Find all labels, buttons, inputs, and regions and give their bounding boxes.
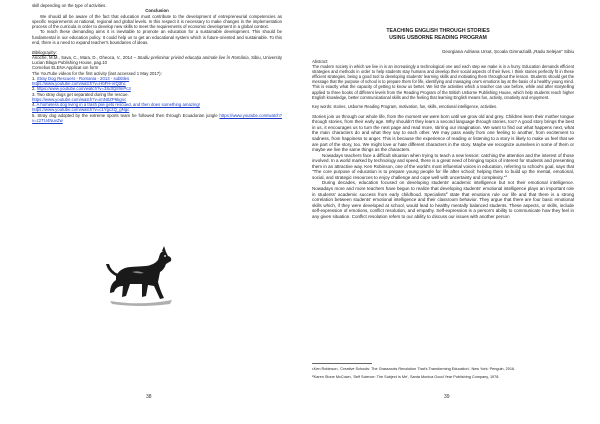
video-link[interactable]: Stray Dog Rescuers - Romania - 2013 - subtitles (36, 75, 130, 81)
video-link[interactable]: https://www.youtube.com/watch?v=HbFH-vrQ3hc (32, 81, 126, 86)
keywords: Key words: stories, Usborne Reading Program, motivation, fun, skills, emotional intelligence, activities. (312, 104, 498, 110)
article-title: TEACHING ENGLISH THROUGH STORIES USING USBORNE READING PROGRAM (386, 28, 490, 41)
article-body (312, 59, 574, 219)
conclusion-paragraph-1: We should all be aware of the fact that education must contribute to the development of entrepreneurial competencies as specific requirements at national, regional and global levels. In this respect it is necessary to make changes in the implementation process of the curricula in order to develop new skills to meet the requirements of economic development in a global context. (32, 13, 282, 29)
top-text: skill depending on the type of activities. (32, 3, 107, 8)
video-link[interactable]: https://www.youtube.com/watch?v=z2TU4NuvZw (32, 112, 282, 123)
footnote: $^1$Ken Robinson, 'Creative Schools: The Grassroots Revolution That's Transforming Education', New York: Penguin, 2016. (312, 366, 516, 371)
footnote: $^2$Karen Stone McCown, 'Self Science: The Subject Is Me', Santa Monica Good Year Publishing Company, 1978. (312, 374, 500, 379)
abstract-heading: Abstract: (312, 59, 329, 64)
video-list-item: 5. Stray dog adopted by the extreme sports team he followed then through Ecuadorian jungle https://www.youtube.com/watch?v=z2TU4NuvZw (32, 112, 282, 123)
bibliography-entry-1: Anoche, M.M., Sava, C., Mara, D., Gheoca, V., 2014 – Studiu preliminar privind educația animale live în România, Sibiu, University Lucian Blaga Publishing House, pag.10 (32, 54, 282, 65)
footnote-divider (312, 363, 372, 364)
conclusion-heading: Conclusion (145, 8, 169, 14)
body-paragraph-1: Stories join us through our whole life, from the moment we were born until we grow old and grey. Children learn their mother tongue through stories, from their early age. Why shouldn't they learn a second language through stories, too? A good story brings the best in us, it encourages us to turn the next page and read more, stirring our imagination. We want to find out what happens next, what the main characters do and what they say to each other. We may pass easily from one feeling to another, from excitement to sadness, from happiness to anger. This is because the experience of reading or listening to a story is likely to make us feel that we are part of the story, too. We might love or hate different characters in the story. Maybe we recognize ourselves in some of them or maybe we live the same things as the characters. (312, 113, 574, 153)
video-link[interactable]: https://www.youtube.com/watch?v=3SdfQ8fmPc3 (36, 86, 131, 92)
bibliography-entry-2: Cornelius ELENA Applicat ion form (32, 65, 99, 71)
conclusion-paragraph-2: To reach these demanding aims it is inevitable to promote an education for a sustainable development. This should be fundamental in our education policy. It could help us to get an educational system which is future-oriented and sustainable. To this end, there is a need to expand teacher's boundaries of ideas. (32, 29, 282, 45)
video-list-item: 1. Stray Dog Rescuers - Romania - 2013 - subtitles (32, 75, 130, 81)
abstract-text: The modern society in which we live in is an increasingly a technological one and each step we make is in a hurry. Education demands efficient strategies and methods in order to help students stay humans and develop their social aspects of their lives. I think stories perfectly fit in these efficient strategies, being a good tool to developing students' learning skills and motivating them throughout the lesson. Students should get the message that the purpose of school is to prepare them for life, identifying and managing one's emotions lay at the basis of a healthy young mind. This is exactly what the capacity of getting to know us better. We list the activities which a teacher can use before, while and after storytelling applied to three books of different levels from the Reading Program of the British Usborne Publishing House, which help students reach higher English knowledge, better communicational skills and the feeling that learning English means fun, activity, creativity and enjoyment. (312, 64, 574, 100)
page-number: 38 (146, 394, 152, 400)
page-number: 39 (444, 394, 450, 400)
body-paragraph-2: Nowadays teachers face a difficult situation when trying to teach a new lesson: catching the attention and the interest of those involved. In a world marked by technology and speed, there is a great need of bringing topics of interest for students and presenting them in an attractive way. Ken Robinson, one of the world's most influential voices in education, referring to school's goal, says that "The core purpose of education is to prepare young people for life after school; helping them to build up the mental, emotional, social, and strategic resources to enjoy challenge and cope well with uncertainty and complexity."$^1$ (312, 152, 574, 180)
video-list-item: 3. Two stray dogs get separated during the rescue. (32, 91, 129, 97)
bibliography-heading: Bibliography: (32, 49, 57, 55)
footnotes (312, 363, 574, 382)
stray-dog-illustration (102, 246, 178, 306)
video-list-item: 4. A homeless dog living in a trash pile gets rescued, and then does something amazing! (32, 102, 200, 107)
video-link[interactable]: A homeless dog living in a trash pile gets rescued, and then does something amazing! (36, 102, 200, 107)
left-page-text (32, 3, 282, 123)
video-list-item: 2. https://www.youtube.com/watch?v=3SdfQ8fmPc3 (32, 86, 131, 92)
video-link[interactable]: https://www.youtube.com/watch?v=imN0ZP6kgnc (32, 96, 127, 102)
body-paragraph-3: During decades, education focused on developing students' academic intelligence but not their emotional intelligence. Nowadays more and more teachers have begun to realize that developing students' emotional intelligence plays an important role in students' academic success from early childhood. Specialists$^2$ state that emotions rule our life and that there is a strong correlation between students' emotional intelligence and their classroom behavior. They argue that there are four basic emotional skills which, if they were developed at school, would lead to healthy mentally balanced students. These aspects, or skills, include self-expression of emotions, conflict resolution, and empathy. Self-expression is a person's ability to communicate how they feel in any given situation. Conflict resolution refers to our ability to discuss our issues with another person (312, 180, 574, 219)
video-link[interactable]: https://www.youtube.com/watch?v=c1Ygc2Q_gNgc (32, 107, 130, 113)
author-line: Georgiana Adriana Ursut, Școala Gimnazială „Radu Selejan” Sibiu (441, 49, 574, 54)
bibliography-entry-3: The YouTube videos for the first activity (last accessed 1 May 2017): (32, 70, 162, 76)
